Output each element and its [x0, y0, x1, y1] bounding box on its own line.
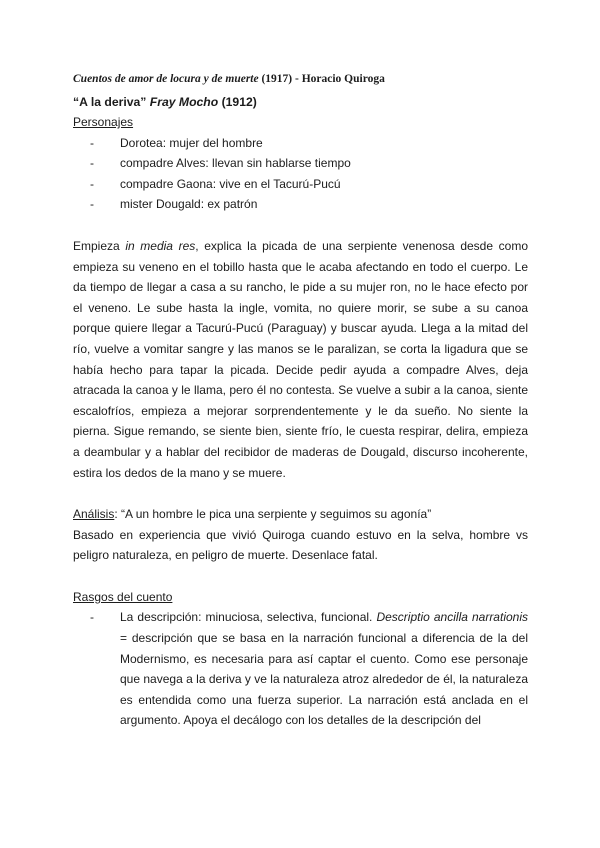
- list-item: - mister Dougald: ex patrón: [90, 197, 258, 212]
- analisis-heading: [73, 504, 528, 525]
- list-item: - La descripción: minuciosa, selectiva, funcional. Descriptio ancilla narrationis = descripción que se basa en la narración funcional a diferencia de la del Modernismo, es necesaria para así captar el cuento. Como ese personaje que navega a la deriva y ve la naturaleza atroz alrededor de él, la naturaleza es entendida como una fuerza superior. La narración está anclada en el argumento. Apoya el decálogo con los detalles de la descripción del: [90, 610, 528, 728]
- story-author: Fray Mocho: [149, 95, 219, 109]
- summary-paragraph: Empieza in media res, explica la picada de una serpiente venenosa desde como empieza su veneno en el tobillo hasta que le acaba afectando en todo el cuerpo. Le da tiempo de llegar a casa a su rancho, le pide a su mujer ron, no le hace efecto por el veneno. Le sube hasta la ingle, vomita, no quiere morir, se sube a su canoa porque quiere llegar a Tacurú-Pucú (Paraguay) y buscar ayuda. Llega a la mitad del río, vuelve a vomitar sangre y las manos se le paralizan, se corta la ligadura que se había hecho para tapar la picada. Decide pedir ayuda a compadre Alves, deja atracada la canoa y le llama, pero él no contesta. Se vuelve a subir a la canoa, siente escalofríos, empieza a mejorar sorprendentemente y le da sueño. No siente la pierna. Sigue remando, se siente bien, siente frío, le cuesta respirar, delira, empieza a deambular y a hablar del recibidor de maderas de Dougald, discurso incoherente, estira los dedos de la mano y se muere.: [73, 238, 528, 480]
- rasgos-list: [73, 607, 528, 731]
- book-title: Cuentos de amor de locura y de muerte: [73, 73, 259, 85]
- document-header: [73, 70, 528, 88]
- story-title: [73, 92, 528, 112]
- rasgos-heading: Rasgos del cuento: [73, 589, 173, 604]
- analisis-paragraph: Basado en experiencia que vivió Quiroga cuando estuvo en la selva, hombre vs peligro naturaleza, en peligro de muerte. Desenlace fatal.: [73, 527, 528, 563]
- story-year: (1912): [218, 95, 257, 109]
- list-item: - Dorotea: mujer del hombre: [90, 135, 263, 150]
- analisis-label: Análisis: [73, 507, 115, 522]
- personajes-list: [73, 133, 528, 215]
- header-author: (1917) - Horacio Quiroga: [258, 73, 385, 85]
- document-page: [73, 70, 528, 731]
- analisis-quote: : “A un hombre le pica una serpiente y seguimos su agonía”: [114, 507, 432, 522]
- story-name: “A la deriva”: [73, 95, 147, 109]
- personajes-heading: Personajes: [73, 115, 134, 129]
- list-item: - compadre Gaona: vive en el Tacurú-Pucú: [90, 176, 341, 191]
- list-item: - compadre Alves: llevan sin hablarse tiempo: [90, 156, 351, 171]
